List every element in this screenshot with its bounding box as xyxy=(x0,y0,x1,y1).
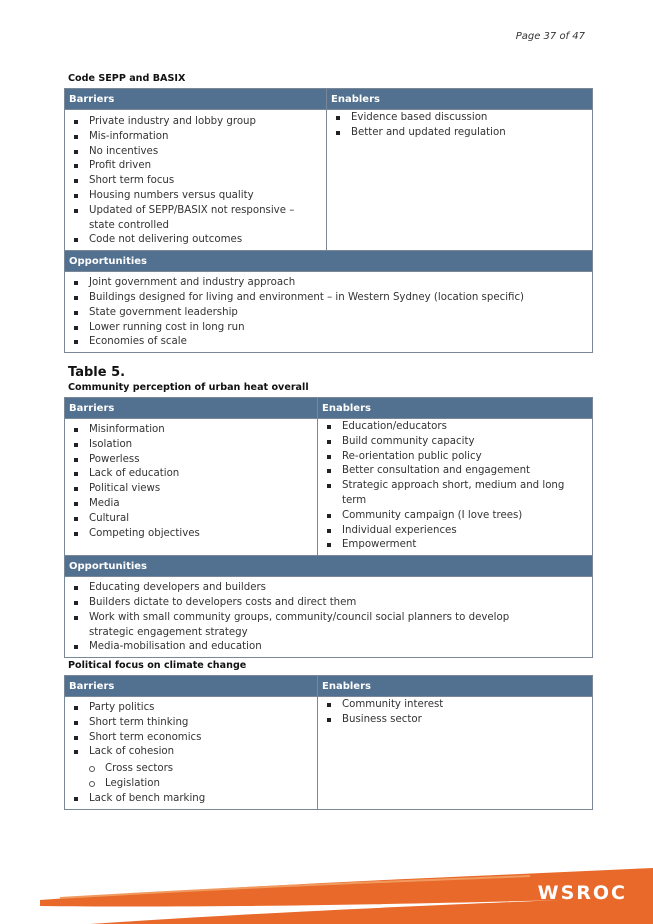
list-item: Party politics xyxy=(69,701,313,716)
list-item: Business sector xyxy=(322,713,588,728)
sub-list-item: Cross sectors xyxy=(65,762,317,777)
list-item: Mis-information xyxy=(69,130,322,145)
list-item: Political views xyxy=(69,482,313,497)
enablers-header: Enablers xyxy=(318,676,593,697)
list-item: Economies of scale xyxy=(69,335,588,350)
enablers-cell xyxy=(327,110,593,251)
list-item: Cultural xyxy=(69,512,313,527)
enablers-cell xyxy=(318,419,593,556)
barriers-header: Barriers xyxy=(65,398,318,419)
barriers-header: Barriers xyxy=(65,89,327,110)
section-title: Political focus on climate change xyxy=(68,660,247,671)
opportunities-header: Opportunities xyxy=(65,251,593,272)
list-item: Joint government and industry approach xyxy=(69,276,588,291)
list-item: Isolation xyxy=(69,438,313,453)
list-item: Media xyxy=(69,497,313,512)
list-item: Lower running cost in long run xyxy=(69,321,588,336)
list-item: Updated of SEPP/BASIX not responsive – state controlled xyxy=(69,204,322,234)
enablers-cell xyxy=(318,697,593,810)
opportunities-cell xyxy=(65,577,593,658)
list-item: Educating developers and builders xyxy=(69,581,588,596)
list-item: Better and updated regulation xyxy=(331,126,588,141)
list-item: Short term thinking xyxy=(69,716,313,731)
opportunities-cell xyxy=(65,272,593,353)
list-item: Community campaign (I love trees) xyxy=(322,509,588,524)
list-item: Re-orientation public policy xyxy=(322,450,588,465)
list-item: Strategic approach short, medium and long term xyxy=(322,479,588,509)
list-item: No incentives xyxy=(69,145,322,160)
political-table xyxy=(64,675,593,810)
code-sepp-table xyxy=(64,88,593,353)
list-item: Code not delivering outcomes xyxy=(69,233,322,248)
list-item: Profit driven xyxy=(69,159,322,174)
list-item: Lack of bench marking xyxy=(69,792,313,807)
list-item: Better consultation and engagement xyxy=(322,464,588,479)
barriers-header: Barriers xyxy=(65,676,318,697)
list-item: Empowerment xyxy=(322,538,588,553)
page-number: Page 37 of 47 xyxy=(515,31,585,42)
list-item: Short term economics xyxy=(69,731,313,746)
barriers-cell xyxy=(65,110,327,251)
political-section xyxy=(64,660,592,810)
list-item: Education/educators xyxy=(322,420,588,435)
list-item: Individual experiences xyxy=(322,524,588,539)
section-title: Community perception of urban heat overall xyxy=(68,382,309,393)
list-item: Media-mobilisation and education xyxy=(69,640,588,655)
enablers-header: Enablers xyxy=(327,89,593,110)
barriers-cell xyxy=(65,697,318,810)
list-item: Buildings designed for living and environment – in Western Sydney (location specific) xyxy=(69,291,588,306)
list-item: Evidence based discussion xyxy=(331,111,588,126)
list-item: State government leadership xyxy=(69,306,588,321)
list-item: Lack of education xyxy=(69,467,313,482)
code-sepp-section xyxy=(64,73,592,353)
list-item: Short term focus xyxy=(69,174,322,189)
list-item: Builders dictate to developers costs and direct them xyxy=(69,596,588,611)
list-item: Work with small community groups, community/council social planners to develop strategic engagement strategy xyxy=(69,611,588,641)
table5-table xyxy=(64,397,593,658)
wsroc-logo: WSROC xyxy=(537,882,627,904)
enablers-header: Enablers xyxy=(318,398,593,419)
list-item: Competing objectives xyxy=(69,527,313,542)
list-item: Community interest xyxy=(322,698,588,713)
list-item: Powerless xyxy=(69,453,313,468)
table-label: Table 5. xyxy=(68,365,126,380)
table5-section xyxy=(64,365,592,658)
section-title: Code SEPP and BASIX xyxy=(68,73,186,84)
list-item: Lack of cohesion xyxy=(69,745,313,760)
list-item: Misinformation xyxy=(69,423,313,438)
list-item: Housing numbers versus quality xyxy=(69,189,322,204)
list-item: Build community capacity xyxy=(322,435,588,450)
opportunities-header: Opportunities xyxy=(65,556,593,577)
sub-list-item: Legislation xyxy=(65,777,317,792)
barriers-cell xyxy=(65,419,318,556)
list-item: Private industry and lobby group xyxy=(69,115,322,130)
